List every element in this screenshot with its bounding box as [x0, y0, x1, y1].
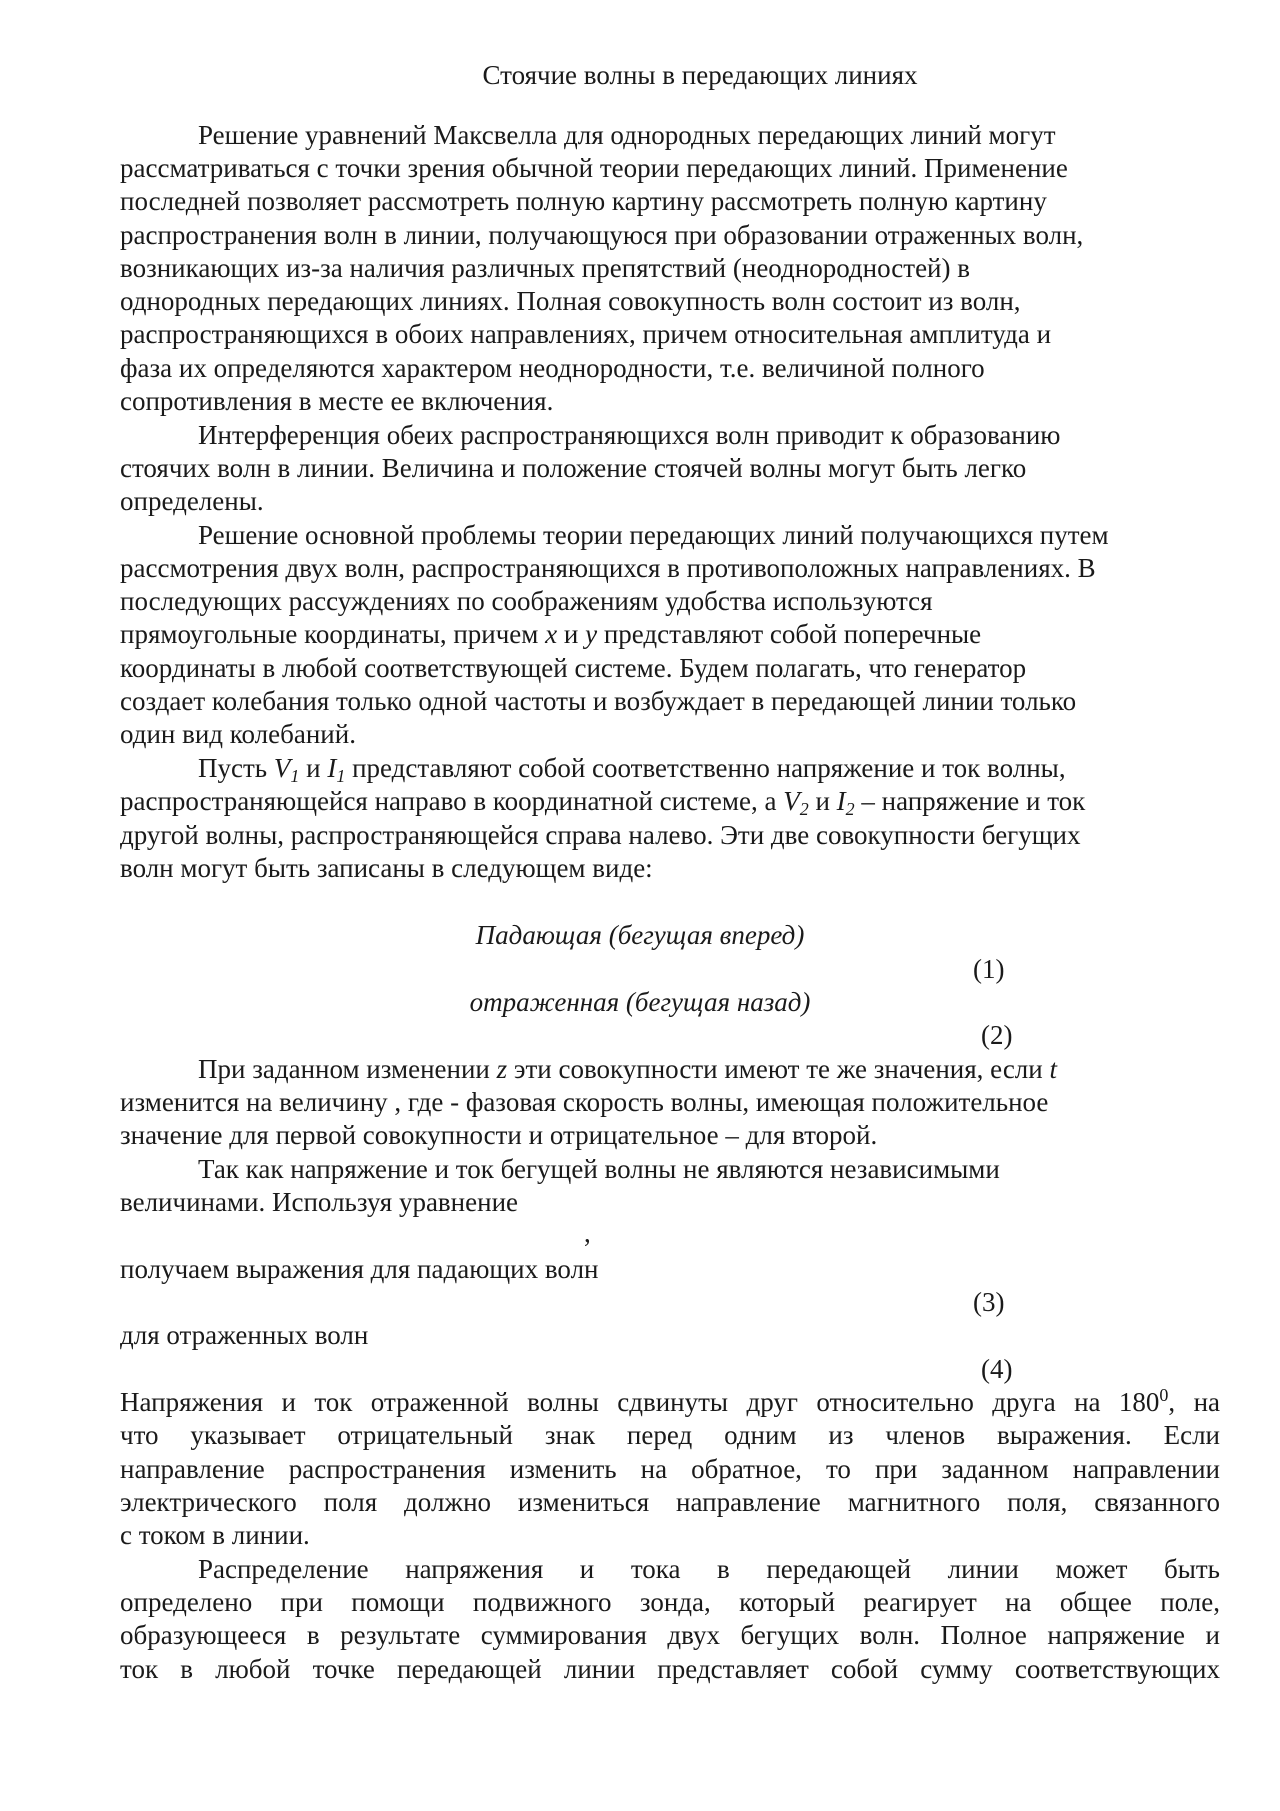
equation-4-number: (4) — [981, 1354, 1013, 1384]
var-x: x — [545, 619, 558, 649]
text-line: Напряжения и ток отраженной волны сдвинуты друг относительно друга на $180^0$, на — [120, 1385, 1221, 1417]
text-line: При заданном изменении z эти совокупности имеют те же значения, если t — [198, 1054, 1057, 1084]
text-line: определено при помощи подвижного зонда, который реагирует на общее поле, — [120, 1587, 1220, 1617]
text-line: Так как напряжение и ток бегущей волны не являются независимыми — [198, 1154, 1000, 1184]
text-line: прямоугольные координаты, причем x и y представляют собой поперечные — [120, 619, 982, 649]
text-line: с током в линии. — [120, 1520, 310, 1550]
text-line: определены. — [120, 486, 264, 516]
document-title: Стоячие волны в передающих линиях — [482, 60, 918, 90]
text-line: стоячих волн в линии. Величина и положение стоячей волны могут быть легко — [120, 453, 1027, 483]
text-line: один вид колебаний. — [120, 719, 356, 749]
text-line: Распределение напряжения и тока в передающей линии может быть — [198, 1554, 1220, 1584]
text-line: последующих рассуждениях по соображениям удобства используются — [120, 586, 933, 616]
text-line: Интерференция обеих распространяющихся волн приводит к образованию — [198, 420, 1061, 450]
equation-1-number: (1) — [973, 954, 1005, 984]
text-line: волн могут быть записаны в следующем виде: — [120, 853, 653, 883]
equation-3-number: (3) — [973, 1287, 1005, 1317]
var-z: z — [496, 1054, 508, 1084]
text-line: координаты в любой соответствующей системе. Будем полагать, что генератор — [120, 653, 1027, 683]
equation-2-number: (2) — [981, 1020, 1013, 1050]
text-line: что указывает отрицательный знак перед одним из членов выражения. Если — [120, 1420, 1220, 1450]
var-y: y — [585, 619, 598, 649]
text-line: распространяющихся в обоих направлениях, причем относительная амплитуда и — [120, 319, 1052, 349]
text-line: изменится на величину , где - фазовая скорость волны, имеющая положительное — [120, 1087, 1049, 1117]
equation-comma: , — [584, 1218, 591, 1248]
text-line: значение для первой совокупности и отрицательное – для второй. — [120, 1120, 878, 1150]
text-line: для отраженных волн — [120, 1320, 369, 1350]
text-line: величинами. Используя уравнение — [120, 1187, 518, 1217]
equation-2-label: отраженная (бегущая назад) — [469, 987, 811, 1017]
text-line: возникающих из-за наличия различных препятствий (неоднородностей) в — [120, 253, 970, 283]
text-line: получаем выражения для падающих волн — [120, 1254, 599, 1284]
text-line: распространяющейся направо в координатной системе, а $V_2$ и $I_2$ – напряжение и ток — [120, 786, 1086, 819]
text-line: рассматриваться с точки зрения обычной теории передающих линий. Применение — [120, 153, 1068, 183]
text-line: другой волны, распространяющейся справа налево. Эти две совокупности бегущих — [120, 820, 1081, 850]
equation-1-label: Падающая (бегущая вперед) — [475, 920, 805, 950]
text-line: направление распространения изменить на обратное, то при заданном направлении — [120, 1454, 1220, 1484]
text-line: ток в любой точке передающей линии представляет собой сумму соответствующих — [120, 1654, 1220, 1684]
text-line: Решение основной проблемы теории передающих линий получающихся путем — [198, 520, 1109, 550]
text-line: образующееся в результате суммирования двух бегущих волн. Полное напряжение и — [120, 1620, 1220, 1650]
text-line: рассмотрения двух волн, распространяющихся в противоположных направлениях. В — [120, 553, 1096, 583]
var-t: t — [1049, 1054, 1057, 1084]
text-line: электрического поля должно измениться направление магнитного поля, связанного — [120, 1487, 1220, 1517]
text-line: последней позволяет рассмотреть полную картину рассмотреть полную картину — [120, 186, 1047, 216]
text-line: фаза их определяются характером неоднородности, т.е. величиной полного — [120, 353, 985, 383]
text-line: распространения волн в линии, получающуюся при образовании отраженных волн, — [120, 220, 1084, 250]
text-line: Пусть $V_1$ и $I_1$ представляют собой соответственно напряжение и ток волны, — [198, 753, 1066, 786]
text-line: Решение уравнений Максвелла для однородных передающих линий могут — [198, 120, 1056, 150]
text-line: однородных передающих линиях. Полная совокупность волн состоит из волн, — [120, 286, 1021, 316]
text-line: сопротивления в месте ее включения. — [120, 386, 554, 416]
text-line: создает колебания только одной частоты и возбуждает в передающей линии только — [120, 686, 1077, 716]
